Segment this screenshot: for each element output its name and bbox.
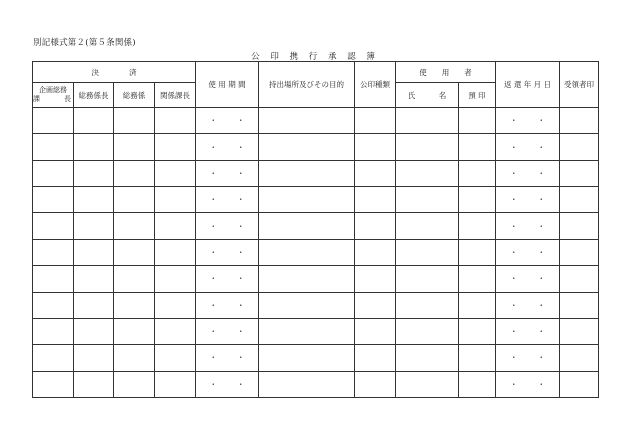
ledger-cell[interactable] (155, 239, 196, 265)
ledger-cell[interactable] (74, 239, 114, 265)
date-separator-dot: ・ (237, 142, 245, 152)
ledger-cell[interactable] (560, 266, 599, 292)
ledger-cell[interactable] (74, 345, 114, 371)
ledger-cell[interactable] (396, 292, 459, 318)
ledger-cell[interactable] (155, 292, 196, 318)
ledger-cell[interactable] (355, 371, 396, 397)
juryo-header: 受領者印 (560, 62, 599, 108)
date-separator-dot: ・ (537, 142, 545, 152)
ledger-cell[interactable] (396, 134, 459, 160)
ledger-cell[interactable] (33, 160, 74, 186)
ledger-cell[interactable] (74, 108, 114, 134)
shiyo-kikan-cell[interactable] (196, 239, 259, 265)
date-separator-dot: ・ (237, 353, 245, 363)
shiyosha-header: 使 用 者 (396, 62, 496, 83)
henkan-cell[interactable] (496, 134, 560, 160)
shiyo-kikan-cell[interactable] (196, 345, 259, 371)
date-separator-dot: ・ (510, 379, 518, 389)
ledger-cell[interactable] (396, 187, 459, 213)
ledger-row (33, 292, 599, 318)
date-separator-dot: ・ (537, 353, 545, 363)
ledger-cell[interactable] (74, 213, 114, 239)
ledger-cell[interactable] (259, 187, 355, 213)
date-separator-dot: ・ (537, 274, 545, 284)
approval-ledger-table (32, 61, 599, 398)
ledger-cell[interactable] (396, 345, 459, 371)
ledger-cell[interactable] (259, 292, 355, 318)
henkan-cell[interactable] (496, 292, 560, 318)
ledger-cell[interactable] (114, 239, 155, 265)
kankei-kacho-header: 関係課長 (155, 83, 196, 108)
ledger-cell[interactable] (459, 266, 496, 292)
ledger-cell[interactable] (560, 108, 599, 134)
mokuteki-header: 持出場所及びその目的 (259, 62, 355, 108)
ledger-cell[interactable] (560, 318, 599, 344)
date-separator-dot: ・ (209, 221, 217, 231)
ledger-row (33, 187, 599, 213)
henkan-cell[interactable] (496, 160, 560, 186)
ledger-cell[interactable] (560, 134, 599, 160)
date-separator-dot: ・ (537, 379, 545, 389)
shiyo-kikan-cell[interactable] (196, 266, 259, 292)
ledger-cell[interactable] (33, 266, 74, 292)
ledger-row (33, 266, 599, 292)
date-separator-dot: ・ (510, 274, 518, 284)
date-separator-dot: ・ (510, 116, 518, 126)
ledger-cell[interactable] (259, 371, 355, 397)
ledger-row (33, 345, 599, 371)
date-separator-dot: ・ (237, 116, 245, 126)
ledger-cell[interactable] (114, 213, 155, 239)
ledger-cell[interactable] (33, 345, 74, 371)
henkan-header: 返 還 年 月 日 (496, 62, 560, 108)
ledger-cell[interactable] (459, 134, 496, 160)
date-separator-dot: ・ (510, 353, 518, 363)
somu-kakari-header: 総務係 (114, 83, 155, 108)
henkan-cell[interactable] (496, 213, 560, 239)
ledger-cell[interactable] (114, 371, 155, 397)
henkan-cell[interactable] (496, 345, 560, 371)
date-separator-dot: ・ (209, 116, 217, 126)
ledger-cell[interactable] (33, 371, 74, 397)
date-separator-dot: ・ (510, 300, 518, 310)
ledger-cell[interactable] (355, 160, 396, 186)
ledger-cell[interactable] (355, 134, 396, 160)
ledger-cell[interactable] (155, 160, 196, 186)
ledger-cell[interactable] (259, 160, 355, 186)
ledger-cell[interactable] (33, 108, 74, 134)
ledger-cell[interactable] (396, 371, 459, 397)
date-separator-dot: ・ (209, 327, 217, 337)
date-separator-dot: ・ (209, 353, 217, 363)
ledger-cell[interactable] (355, 345, 396, 371)
ledger-cell[interactable] (560, 371, 599, 397)
form-title: 公 印 携 行 承 認 簿 (251, 52, 379, 62)
ledger-cell[interactable] (459, 160, 496, 186)
ledger-cell[interactable] (355, 292, 396, 318)
date-separator-dot: ・ (209, 274, 217, 284)
ledger-cell[interactable] (396, 160, 459, 186)
date-separator-dot: ・ (237, 379, 245, 389)
ledger-cell[interactable] (155, 318, 196, 344)
ledger-cell[interactable] (459, 318, 496, 344)
ledger-row (33, 371, 599, 397)
henkan-cell[interactable] (496, 318, 560, 344)
date-separator-dot: ・ (209, 195, 217, 205)
ledger-cell[interactable] (114, 292, 155, 318)
ledger-cell[interactable] (155, 266, 196, 292)
ledger-cell[interactable] (355, 187, 396, 213)
ledger-cell[interactable] (114, 160, 155, 186)
henkan-cell[interactable] (496, 266, 560, 292)
ledger-cell[interactable] (355, 266, 396, 292)
ledger-cell[interactable] (33, 239, 74, 265)
date-separator-dot: ・ (209, 168, 217, 178)
ledger-cell[interactable] (33, 213, 74, 239)
ledger-cell[interactable] (560, 292, 599, 318)
ledger-cell[interactable] (560, 345, 599, 371)
date-separator-dot: ・ (510, 168, 518, 178)
ledger-cell[interactable] (114, 266, 155, 292)
ledger-cell[interactable] (355, 108, 396, 134)
ledger-cell[interactable] (33, 187, 74, 213)
date-separator-dot: ・ (209, 247, 217, 257)
date-separator-dot: ・ (237, 195, 245, 205)
date-separator-dot: ・ (237, 168, 245, 178)
ledger-cell[interactable] (259, 345, 355, 371)
shiyo-kikan-cell[interactable] (196, 292, 259, 318)
ledger-cell[interactable] (396, 239, 459, 265)
date-separator-dot: ・ (537, 195, 545, 205)
ledger-cell[interactable] (114, 318, 155, 344)
date-separator-dot: ・ (237, 274, 245, 284)
ledger-cell[interactable] (396, 213, 459, 239)
henkan-cell[interactable] (496, 371, 560, 397)
date-separator-dot: ・ (510, 142, 518, 152)
shimei-header: 氏 名 (396, 83, 459, 108)
date-separator-dot: ・ (209, 142, 217, 152)
shiyo-kikan-cell[interactable] (196, 371, 259, 397)
ledger-cell[interactable] (74, 371, 114, 397)
ledger-cell[interactable] (114, 108, 155, 134)
kikaku-kacho-header: 企画総務 課 長 (33, 83, 74, 108)
shiyo-kikan-cell[interactable] (196, 160, 259, 186)
shiyo-kikan-header: 使 用 期 間 (196, 62, 259, 108)
form-label: 別記様式第２(第５条関係) (33, 38, 136, 48)
shiyo-kikan-cell[interactable] (196, 187, 259, 213)
ledger-cell[interactable] (459, 108, 496, 134)
date-separator-dot: ・ (237, 221, 245, 231)
ledger-cell[interactable] (259, 108, 355, 134)
shurui-header: 公印種類 (355, 62, 396, 108)
ledger-row (33, 134, 599, 160)
date-separator-dot: ・ (209, 379, 217, 389)
ledger-cell[interactable] (396, 318, 459, 344)
ledger-cell[interactable] (396, 266, 459, 292)
somu-kakaricho-header: 総務係長 (74, 83, 114, 108)
date-separator-dot: ・ (237, 300, 245, 310)
ledger-row (33, 318, 599, 344)
kessai-header: 決 済 (33, 62, 196, 83)
date-separator-dot: ・ (237, 247, 245, 257)
ledger-cell[interactable] (259, 266, 355, 292)
ledger-cell[interactable] (459, 239, 496, 265)
shiyo-kikan-cell[interactable] (196, 318, 259, 344)
ledger-cell[interactable] (74, 292, 114, 318)
ledger-cell[interactable] (459, 345, 496, 371)
ledger-cell[interactable] (114, 134, 155, 160)
ledger-cell[interactable] (259, 318, 355, 344)
date-separator-dot: ・ (510, 327, 518, 337)
henkan-cell[interactable] (496, 239, 560, 265)
ledger-cell[interactable] (155, 134, 196, 160)
shiyo-kikan-cell[interactable] (196, 108, 259, 134)
date-separator-dot: ・ (537, 247, 545, 257)
henkan-cell[interactable] (496, 108, 560, 134)
ledger-row (33, 160, 599, 186)
ledger-body (33, 108, 599, 398)
ledger-cell[interactable] (33, 134, 74, 160)
ledger-cell[interactable] (560, 160, 599, 186)
ledger-cell[interactable] (155, 187, 196, 213)
ledger-cell[interactable] (74, 160, 114, 186)
date-separator-dot: ・ (537, 168, 545, 178)
ledger-cell[interactable] (560, 239, 599, 265)
ledger-cell[interactable] (459, 187, 496, 213)
ledger-cell[interactable] (74, 266, 114, 292)
ledger-cell[interactable] (459, 213, 496, 239)
date-separator-dot: ・ (537, 327, 545, 337)
inkan-header: 預 印 (459, 83, 496, 108)
ledger-cell[interactable] (114, 187, 155, 213)
ledger-cell[interactable] (259, 239, 355, 265)
ledger-cell[interactable] (155, 213, 196, 239)
ledger-row (33, 239, 599, 265)
ledger-cell[interactable] (74, 318, 114, 344)
date-separator-dot: ・ (209, 300, 217, 310)
henkan-cell[interactable] (496, 187, 560, 213)
ledger-cell[interactable] (155, 345, 196, 371)
ledger-cell[interactable] (560, 187, 599, 213)
ledger-cell[interactable] (355, 239, 396, 265)
ledger-cell[interactable] (560, 213, 599, 239)
ledger-cell[interactable] (155, 108, 196, 134)
date-separator-dot: ・ (537, 300, 545, 310)
date-separator-dot: ・ (537, 221, 545, 231)
shiyo-kikan-cell[interactable] (196, 213, 259, 239)
ledger-cell[interactable] (155, 371, 196, 397)
ledger-row (33, 108, 599, 134)
shiyo-kikan-cell[interactable] (196, 134, 259, 160)
date-separator-dot: ・ (510, 247, 518, 257)
date-separator-dot: ・ (510, 195, 518, 205)
date-separator-dot: ・ (510, 221, 518, 231)
ledger-cell[interactable] (74, 134, 114, 160)
ledger-cell[interactable] (114, 345, 155, 371)
header-row-1 (33, 62, 599, 83)
ledger-cell[interactable] (355, 213, 396, 239)
ledger-cell[interactable] (74, 187, 114, 213)
ledger-cell[interactable] (33, 318, 74, 344)
ledger-cell[interactable] (33, 292, 74, 318)
ledger-cell[interactable] (396, 108, 459, 134)
ledger-cell[interactable] (459, 292, 496, 318)
date-separator-dot: ・ (537, 116, 545, 126)
ledger-cell[interactable] (259, 134, 355, 160)
ledger-cell[interactable] (355, 318, 396, 344)
ledger-cell[interactable] (259, 213, 355, 239)
date-separator-dot: ・ (237, 327, 245, 337)
ledger-row (33, 213, 599, 239)
ledger-cell[interactable] (459, 371, 496, 397)
